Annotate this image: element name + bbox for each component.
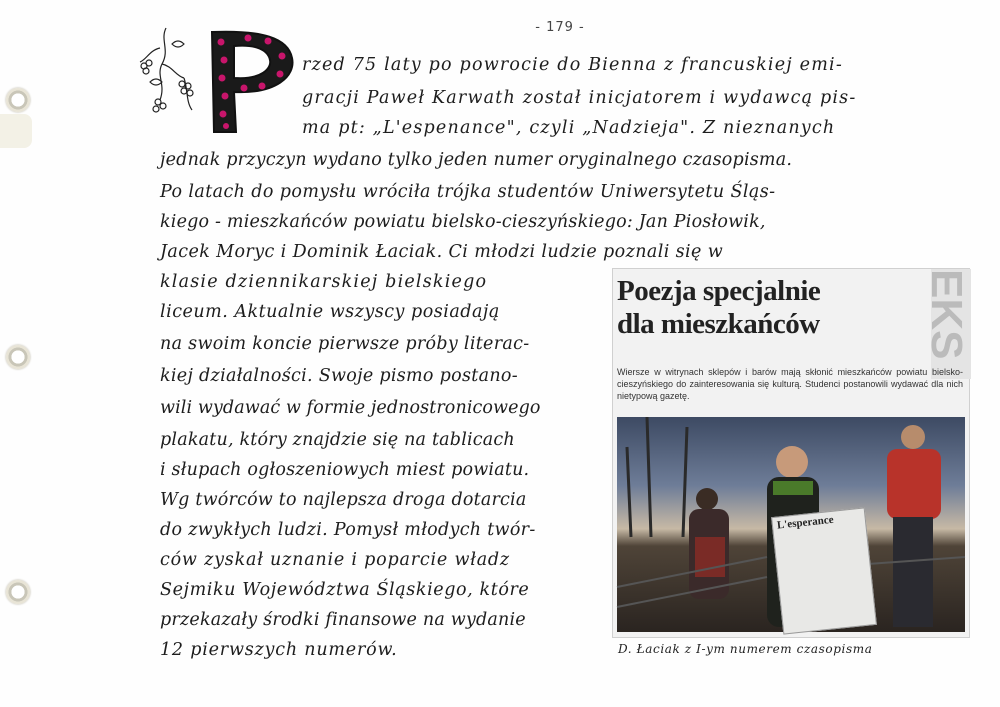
binder-hole-2 (6, 345, 30, 369)
text-line: kiej działalności. Swoje pismo postano- (160, 366, 518, 386)
clipping-headline-line-2: dla mieszkańców (617, 308, 820, 340)
text-line: i słupach ogłoszeniowych miest powiatu. (160, 460, 530, 480)
text-line: do zwykłych ludzi. Pomysł młodych twór- (160, 520, 536, 540)
text-line: na swoim koncie pierwsze próby literac- (160, 334, 530, 354)
illuminated-initial (136, 20, 296, 140)
text-line: ców zyskał uznanie i poparcie władz (160, 550, 510, 570)
person-right-icon (887, 425, 941, 627)
text-line: 12 pierwszych numerów. (160, 640, 398, 660)
clipping-headline-line-1: Poezja specjalnie (617, 275, 821, 307)
binder-margin (0, 0, 40, 707)
page-number: - 179 - (535, 20, 585, 35)
text-line: plakatu, który znajdzie się na tablicach (160, 430, 515, 450)
clipping-photo (617, 417, 965, 632)
text-line: wili wydawać w formie jednostronicowego (160, 398, 541, 418)
clipping-side-text: EKS (931, 269, 971, 379)
grapevine-icon (140, 28, 193, 112)
photo-caption: D. Łaciak z I-ym numerem czasopisma (618, 642, 873, 656)
text-line: przekazały środki finansowe na wydanie (160, 610, 526, 630)
tree-icon (627, 417, 687, 537)
text-line: jednak przyczyn wydano tylko jeden numer oryginalnego czasopisma. (160, 150, 793, 170)
letter-p (212, 32, 293, 132)
binder-hole-3 (6, 580, 30, 604)
text-line: kiego - mieszkańców powiatu bielsko-cieszyńskiego: Jan Piosłowik, (160, 212, 766, 232)
person-left-icon (689, 488, 729, 599)
clipping-lead: Wiersze w witrynach sklepów i barów mają skłonić mieszkańców powiatu bielsko-cieszyńskiego do zainteresowania się kulturą. Studenci postanowili wydawać dla nich nietypową gazetę. (617, 367, 963, 401)
text-line: rzed 75 laty po powrocie do Bienna z francuskiej emi- (302, 55, 843, 75)
poster-sheet (771, 507, 877, 634)
poster-title: L'esperance (776, 513, 835, 532)
text-line: Sejmiku Województwa Śląskiego, które (160, 580, 530, 600)
text-line: Jacek Moryc i Dominik Łaciak. Ci młodzi ludzie poznali się w (160, 242, 724, 262)
binder-hole-1 (6, 88, 30, 112)
text-line: Wg twórców to najlepsza droga dotarcia (160, 490, 527, 510)
text-line: ma pt: „L'espenance", czyli „Nadzieja". Z nieznanych (302, 118, 836, 138)
text-line: liceum. Aktualnie wszyscy posiadają (160, 302, 500, 322)
newspaper-clipping (612, 268, 970, 638)
text-line: Po latach do pomysłu wróciła trójka studentów Uniwersytetu Śląs- (160, 182, 776, 202)
binder-tab-1 (0, 114, 32, 148)
text-line: gracji Paweł Karwath został inicjatorem i wydawcą pis- (302, 88, 857, 108)
clipping-headline (617, 275, 820, 341)
text-line: klasie dziennikarskiej bielskiego (160, 272, 488, 292)
